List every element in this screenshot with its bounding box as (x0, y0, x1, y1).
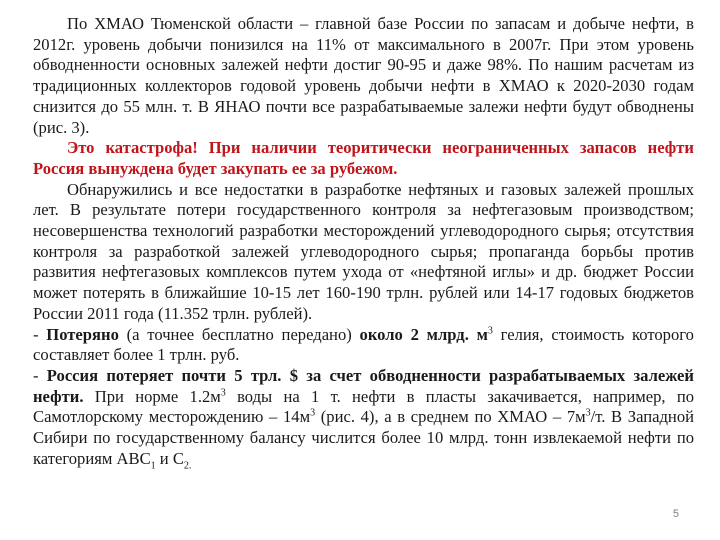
superscript: 3 (487, 325, 493, 337)
superscript: 3 (585, 407, 591, 419)
bold-russia-loses: Россия потеряет почти 5 трл. $ за счет обводненности разрабатываемых залежей нефти. (33, 365, 694, 406)
dash-marker: - (33, 324, 47, 344)
text-segment: (рис. 4), а в среднем по ХМАО – 7м (315, 407, 586, 427)
bold-lost: Потеряно (46, 324, 119, 344)
text-segment: (а точнее бесплатно передано) (118, 324, 360, 344)
paragraph-shortcomings: Обнаружились и все недостатки в разработке нефтяных и газовых залежей прошлых лет. В результате потери государственного контроля за нефтегазовым производством; несовершенства технологий разработки месторождений углеводородного сырья; отсутствия контроля за разработкой залежей углеводородного сырья; пропаганда борьбы против развития нефтегазовых комплексов путем ухода от «нефтяной иглы» и др. бюджет России может потерять в ближайшие 10-15 лет 160-190 трлн. рублей или 14-17 годовых бюджетов России 2011 года (11.352 трлн. рублей). (33, 179, 694, 323)
list-item-water-cut (33, 366, 694, 470)
text-segment: /т. В Западной Сибири по государственному балансу числится более 10 млрд. тонн извлекаемой нефти по категориям АВС (33, 407, 694, 468)
list-item-helium (33, 325, 694, 366)
text-segment: воды на 1 т. нефти в пласты закачивается, например, по Самотлорскому месторождению – 14м (33, 386, 694, 427)
text-segment: При норме 1.2м (83, 386, 221, 406)
paragraph-oil-production: По ХМАО Тюменской области – главной базе России по запасам и добыче нефти, в 2012г. уровень добычи понизился на 11% от максимального в 2007г. При этом уровень обводненности основных залежей нефти достиг 90-95 и даже 98%. По нашим расчетам из традиционных коллекторов годовой уровень добычи нефти в ХМАО к 2020-2030 годам снизится до 55 млн. т. В ЯНАО почти все разрабатываемые залежи нефти будут обводнены (рис. 3). (33, 14, 694, 137)
superscript: 3 (310, 407, 316, 419)
paragraph-catastrophe: Это катастрофа! При наличии теоритически неограниченных запасов нефти Россия вынуждена будет закупать ее за рубежом. (33, 138, 694, 178)
dash-marker: - (33, 365, 47, 385)
text-segment: и С (155, 448, 184, 468)
subscript: 1 (150, 460, 156, 472)
bold-helium-volume: около 2 млрд. м (359, 324, 488, 344)
page-number: 5 (672, 508, 679, 520)
subscript: 2. (183, 460, 192, 472)
text-segment: гелия, стоимость которого составляет более 1 трлн. руб. (33, 324, 694, 365)
superscript: 3 (220, 387, 226, 399)
